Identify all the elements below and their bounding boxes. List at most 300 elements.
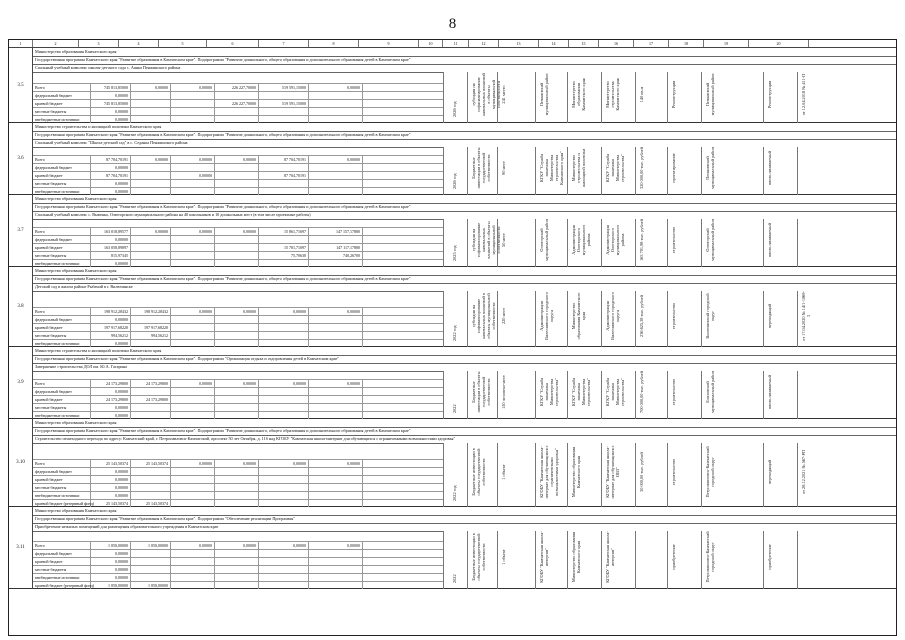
financing-row xyxy=(33,499,443,507)
financing-source: Всего xyxy=(33,308,91,315)
financing-amount xyxy=(309,550,363,557)
financing-source: внебюджетные источники xyxy=(33,116,91,123)
attribute-text: Реконструкция xyxy=(767,80,772,109)
attribute-text: субсидия на софинансирование капитальных вложений в объекты муниципальной собственности xyxy=(471,73,501,116)
attribute-text: строительство xyxy=(671,458,676,486)
block-header: Министерство образования Камчатского края xyxy=(33,48,896,57)
attribute-cell xyxy=(797,531,837,589)
financing-amount: 0,00000 xyxy=(215,308,259,315)
financing-amount: 519 591,15000 xyxy=(259,100,309,107)
financing-source: федеральный бюджет xyxy=(33,468,91,475)
financing-amount xyxy=(215,476,259,483)
attribute-text: 30 000,00 тыс. рублей xyxy=(639,452,644,492)
financing-source: местные бюджеты xyxy=(33,566,91,573)
attribute-cell xyxy=(567,147,601,195)
financing-amount xyxy=(259,574,309,581)
financing-row xyxy=(33,379,443,387)
financing-amount xyxy=(259,108,309,115)
financing-source: местные бюджеты xyxy=(33,108,91,115)
financing-amount: 25 143,50374 xyxy=(91,460,131,467)
attribute-cell xyxy=(467,531,497,589)
financing-amount: 24 173,29800 xyxy=(131,396,171,403)
financing-amount xyxy=(259,388,309,395)
attribute-cell xyxy=(467,72,501,123)
column-number: 13 xyxy=(499,40,539,47)
financing-row xyxy=(33,557,443,565)
attribute-text: Министерство строительства и жилищной политики xyxy=(571,148,586,188)
attribute-text: Реконструкция xyxy=(671,80,676,109)
financing-amount: 0,00000 xyxy=(91,550,131,557)
financing-amount xyxy=(215,244,259,251)
financing-amount: 0,00000 xyxy=(259,460,309,467)
attribute-text: 700 000,00 тыс. рублей xyxy=(639,371,644,413)
financing-source: внебюджетные источники xyxy=(33,188,91,195)
financing-amount xyxy=(309,172,363,179)
column-number: 6 xyxy=(207,40,259,47)
attribute-text: Олюторский муниципальный район xyxy=(705,219,715,261)
column-number: 3 xyxy=(79,40,119,47)
financing-amount xyxy=(215,116,259,123)
financing-amount xyxy=(259,492,309,499)
attribute-text: 1 объект xyxy=(501,549,506,565)
row-index: 3.7 xyxy=(9,195,33,267)
attribute-cell xyxy=(667,443,701,507)
attribute-cell xyxy=(635,72,667,123)
column-number: 20 xyxy=(749,40,809,47)
attribute-cell xyxy=(535,443,567,507)
attribute-text: КГКУ "Служба заказчика Министерства строительства" xyxy=(605,377,625,407)
financing-amount xyxy=(259,316,309,323)
financing-row xyxy=(33,581,443,589)
attribute-text: Пенжинский муниципальный район xyxy=(705,73,715,116)
financing-row xyxy=(33,475,443,483)
financing-amount: 740,26700 xyxy=(309,252,363,259)
financing-amount: 994,56212 xyxy=(91,332,131,339)
financing-amount xyxy=(171,476,215,483)
attribute-text: Пенжинский муниципальный район xyxy=(705,147,715,189)
financing-amount xyxy=(171,116,215,123)
financing-amount xyxy=(215,108,259,115)
financing-amount xyxy=(215,550,259,557)
financing-amount xyxy=(171,260,215,267)
attribute-text: 236 625,38 тыс. рублей xyxy=(639,295,644,337)
financing-amount xyxy=(215,236,259,243)
financing-amount xyxy=(171,396,215,403)
financing-amount: 0,00000 xyxy=(259,542,309,549)
column-number: 18 xyxy=(669,40,704,47)
attribute-cell xyxy=(601,371,635,419)
financing-amount: 0,00000 xyxy=(131,156,171,163)
financing-amount xyxy=(171,468,215,475)
attribute-text: КГОБУ "Камчатская школа-интернат для обучающихся с ОВЗ" xyxy=(605,445,620,499)
attribute-cell xyxy=(497,291,535,347)
attribute-text: субсидия на софинансирование капитальных вложений в объекты муниципальной собственности xyxy=(471,221,501,259)
financing-row xyxy=(33,491,443,499)
attribute-cell xyxy=(497,72,535,123)
attribute-cell xyxy=(601,72,635,123)
financing-amount xyxy=(309,412,363,419)
financing-amount xyxy=(215,582,259,589)
attribute-text: КГОБУ "Камчатская школа-интернат для обучающихся с ограниченными возможностями здоровья" xyxy=(539,445,559,499)
attribute-text: КГКУ "Служба заказчика Министерства строительства" xyxy=(539,377,559,407)
financing-amount xyxy=(259,260,309,267)
financing-source: федеральный бюджет xyxy=(33,92,91,99)
attribute-text: Министерство образования Камчатского края xyxy=(571,446,581,498)
financing-amount: 745 813,85000 xyxy=(91,100,131,107)
financing-row xyxy=(33,467,443,475)
financing-source: краевой бюджет xyxy=(33,172,91,179)
attribute-text: от 12.04.2018 № 411-П xyxy=(801,73,806,116)
attribute-cell xyxy=(635,371,667,419)
financing-amount xyxy=(131,188,171,195)
financing-amount: 0,00000 xyxy=(215,380,259,387)
financing-amount xyxy=(171,558,215,565)
financing-amount xyxy=(215,388,259,395)
financing-source: краевой бюджет (резервный фонд) xyxy=(35,501,95,506)
financing-amount xyxy=(259,236,309,243)
financing-amount xyxy=(259,500,309,507)
block-program: Государственная программа Камчатского края "Развитие образования в Камчатском крае". Подпрограмма "Развитие дошкольного, общего образования и дополнительного образования детей в Камчатском крае" xyxy=(33,56,896,65)
block-header: Министерство образования Камчатского края xyxy=(33,267,896,276)
attribute-text: строительство xyxy=(671,378,676,406)
financing-source: краевой бюджет (резервный фонд) xyxy=(35,583,95,588)
financing-row xyxy=(33,115,443,123)
financing-amount xyxy=(215,566,259,573)
column-number: 17 xyxy=(634,40,669,47)
financing-amount xyxy=(171,100,215,107)
implementation-years xyxy=(443,531,467,589)
financing-amount: 0,00000 xyxy=(91,574,131,581)
financing-amount xyxy=(259,396,309,403)
attribute-text: от 17.04.2020 № 14/1-1069-3 xyxy=(801,291,811,341)
financing-amount: 147 157,17880 xyxy=(309,228,363,235)
financing-amount xyxy=(259,340,309,347)
financing-amount xyxy=(309,582,363,589)
attribute-cell xyxy=(763,443,797,507)
financing-amount: 519 591,15000 xyxy=(259,84,309,91)
financing-row xyxy=(33,243,443,251)
attribute-text: 241 место xyxy=(501,85,506,104)
financing-amount: 745 813,85000 xyxy=(91,84,131,91)
financing-row xyxy=(33,163,443,171)
financing-source: Всего xyxy=(33,84,91,91)
financing-amount xyxy=(309,388,363,395)
financing-amount xyxy=(171,244,215,251)
financing-amount xyxy=(215,484,259,491)
financing-row xyxy=(33,187,443,195)
financing-amount: 0,00000 xyxy=(91,388,131,395)
financing-amount xyxy=(309,188,363,195)
attribute-text: строительство xyxy=(671,226,676,254)
attribute-text: КГКУ "Служба заказчика Министерства строительства" xyxy=(571,377,591,407)
financing-amount: 0,00000 xyxy=(91,476,131,483)
attribute-text: Администрация Олюторского муниципального района xyxy=(605,224,625,256)
financing-amount xyxy=(131,108,171,115)
financing-amount: 0,00000 xyxy=(259,308,309,315)
financing-source: краевой бюджет xyxy=(33,396,91,403)
attribute-text: КГОБУ "Камчатская школа-интернат" xyxy=(605,531,615,583)
financing-amount: 0,00000 xyxy=(259,380,309,387)
financing-row xyxy=(33,155,443,163)
financing-amount: 197 917,68220 xyxy=(91,324,131,331)
financing-amount: 0,00000 xyxy=(91,164,131,171)
attribute-cell xyxy=(701,443,763,507)
block-program: Государственная программа Камчатского края "Развитие образования в Камчатском крае". Подпрограмма "Организация отдыха и оздоровления детей в Камчатском крае" xyxy=(33,355,896,364)
financing-amount: 75,70630 xyxy=(259,252,309,259)
financing-amount xyxy=(171,332,215,339)
attribute-text: субсидия на софинансирование капитальных вложений в объекты муниципальной собственности xyxy=(471,293,496,339)
financing-amount xyxy=(259,566,309,573)
financing-source: федеральный бюджет xyxy=(33,164,91,171)
investment-block xyxy=(9,267,896,347)
attribute-text: 90 мест xyxy=(501,161,506,175)
financing-amount xyxy=(259,164,309,171)
financing-row xyxy=(33,395,443,403)
financing-row xyxy=(33,565,443,573)
financing-amount: 0,00000 xyxy=(171,84,215,91)
financing-amount: 226 227,70000 xyxy=(215,100,259,107)
financing-amount: 163 058,89897 xyxy=(91,244,131,251)
financing-amount xyxy=(259,476,309,483)
financing-amount xyxy=(309,404,363,411)
financing-source: внебюджетные источники xyxy=(33,412,91,419)
attribute-cell xyxy=(701,291,763,347)
column-number: 12 xyxy=(469,40,499,47)
attribute-cell xyxy=(701,147,763,195)
financing-amount xyxy=(215,574,259,581)
attribute-cell xyxy=(601,531,635,589)
financing-amount: 815,97345 xyxy=(91,252,131,259)
attribute-cell xyxy=(701,371,763,419)
attribute-text xyxy=(801,147,845,189)
attribute-text xyxy=(801,219,845,261)
financing-amount: 0,00000 xyxy=(91,180,131,187)
financing-amount xyxy=(131,468,171,475)
financing-amount xyxy=(171,412,215,419)
attribute-text: Администрация Олюторского муниципального района xyxy=(571,224,591,256)
financing-amount xyxy=(131,412,171,419)
attribute-cell xyxy=(535,147,567,195)
block-object: Завершение строительства ДОЛ им. Ю.А. Гагарина xyxy=(33,363,443,372)
financing-amount xyxy=(309,164,363,171)
financing-row xyxy=(33,91,443,99)
financing-amount xyxy=(259,92,309,99)
financing-amount xyxy=(309,108,363,115)
attribute-cell xyxy=(567,443,601,507)
attribute-text: Бюджетные инвестиции в объекты государственной собственности xyxy=(471,448,486,496)
financing-amount xyxy=(131,100,171,107)
financing-amount xyxy=(131,404,171,411)
column-number: 7 xyxy=(259,40,309,47)
attribute-text: Администрация Вилючинского городского округа xyxy=(539,292,554,340)
financing-amount xyxy=(171,92,215,99)
page-number: 8 xyxy=(448,16,457,32)
attribute-text: 140 кв.м xyxy=(639,86,644,103)
attribute-text: переходящий xyxy=(767,303,772,329)
financing-amount: 0,00000 xyxy=(171,380,215,387)
financing-amount xyxy=(171,340,215,347)
financing-amount xyxy=(259,324,309,331)
financing-amount xyxy=(309,316,363,323)
financing-amount xyxy=(215,492,259,499)
financing-source: федеральный бюджет xyxy=(33,236,91,243)
block-object: Спальный учебный комплекс с. Вывенка, Олюторского муниципального района на 40 школьников и 10 дошкольных мест (в том числе проектные работы) xyxy=(33,211,443,220)
attribute-text: КГОБУ "Камчатская школа-интернат" xyxy=(539,531,549,583)
financing-amount xyxy=(171,484,215,491)
attribute-text xyxy=(801,371,845,413)
column-number: 9 xyxy=(359,40,419,47)
column-number: 2 xyxy=(33,40,79,47)
financing-row xyxy=(33,573,443,581)
financing-amount xyxy=(131,574,171,581)
attribute-cell xyxy=(667,219,701,267)
financing-amount xyxy=(309,492,363,499)
financing-source: внебюджетные источники xyxy=(33,492,91,499)
financing-amount: 197 917,68220 xyxy=(131,324,171,331)
financing-amount xyxy=(309,100,363,107)
financing-amount xyxy=(215,164,259,171)
financing-source: федеральный бюджет xyxy=(33,550,91,557)
financing-amount xyxy=(309,396,363,403)
row-index: 3.5 xyxy=(9,48,33,123)
attribute-cell xyxy=(797,371,837,419)
attribute-text: от 28.12.2021 № 567-РП xyxy=(801,450,806,494)
investment-block xyxy=(9,419,896,507)
financing-amount xyxy=(171,574,215,581)
financing-amount xyxy=(309,500,363,507)
financing-amount: 0,00000 xyxy=(309,156,363,163)
attribute-text: приобретение xyxy=(767,544,772,570)
implementation-years xyxy=(443,72,467,123)
financing-amount xyxy=(309,180,363,187)
financing-amount xyxy=(215,92,259,99)
financing-amount: 0,00000 xyxy=(309,84,363,91)
financing-amount xyxy=(309,340,363,347)
financing-amount xyxy=(171,316,215,323)
row-index: 3.10 xyxy=(9,419,33,507)
attribute-text: Министерство образования Камчатского края xyxy=(571,292,586,340)
financing-source: местные бюджеты xyxy=(33,484,91,491)
attribute-cell xyxy=(763,291,797,347)
financing-amount: 0,00000 xyxy=(131,84,171,91)
column-number: 15 xyxy=(569,40,599,47)
financing-amount xyxy=(131,492,171,499)
financing-amount: 226 227,70000 xyxy=(215,84,259,91)
investment-block xyxy=(9,195,896,267)
financing-amount: 0,00000 xyxy=(91,484,131,491)
attribute-cell xyxy=(763,531,797,589)
attribute-text: 150 человеко-мест xyxy=(501,375,506,409)
row-index: 3.9 xyxy=(9,347,33,419)
financing-row xyxy=(33,403,443,411)
block-header: Министерство образования Камчатского края xyxy=(33,419,896,428)
investment-block xyxy=(9,123,896,195)
financing-amount xyxy=(131,566,171,573)
attribute-text: 163 791,98 тыс. рублей xyxy=(639,219,644,261)
financing-source: Всего xyxy=(33,228,91,235)
financing-row xyxy=(33,323,443,331)
financing-source: Всего xyxy=(33,156,91,163)
attribute-cell xyxy=(667,531,701,589)
financing-amount: 0,00000 xyxy=(309,380,363,387)
financing-amount xyxy=(171,164,215,171)
financing-amount: 1 050,00000 xyxy=(91,542,131,549)
attribute-cell xyxy=(667,147,701,195)
financing-amount: 0,00000 xyxy=(171,308,215,315)
financing-row xyxy=(33,171,443,179)
row-index: 3.6 xyxy=(9,123,33,195)
financing-row xyxy=(33,107,443,115)
financing-amount: 0,00000 xyxy=(91,116,131,123)
financing-amount: 25 143,50374 xyxy=(131,500,171,507)
financing-amount: 163 018,89577 xyxy=(91,228,131,235)
attribute-text: вновь начинаемый xyxy=(767,374,772,410)
financing-amount xyxy=(259,484,309,491)
financing-amount: 0,00000 xyxy=(91,492,131,499)
attribute-cell xyxy=(601,147,635,195)
attribute-text: 220 мест xyxy=(501,307,506,325)
financing-row xyxy=(33,459,443,467)
financing-amount xyxy=(131,476,171,483)
attribute-cell xyxy=(763,147,797,195)
financing-amount: 24 173,29800 xyxy=(131,380,171,387)
block-program: Государственная программа Камчатского края "Развитие образования в Камчатском крае". Подпрограмма "Развитие дошкольного, общего образования и дополнительного образования детей в Камчатском крае" xyxy=(33,275,896,284)
financing-amount: 15 861,71697 xyxy=(259,228,309,235)
block-object: Спальный учебный комплекс школы-детского сада с. Аянка Пенжинского района xyxy=(33,64,443,73)
attribute-text: вновь начинаемый xyxy=(767,222,772,258)
attribute-cell xyxy=(497,147,535,195)
financing-amount: 0,00000 xyxy=(91,316,131,323)
financing-amount: 0,00000 xyxy=(171,542,215,549)
attribute-text: Бюджетные инвестиции в объекты государственной собственности xyxy=(471,147,491,189)
financing-amount xyxy=(215,316,259,323)
financing-row xyxy=(33,541,443,549)
attribute-cell xyxy=(567,371,601,419)
attribute-cell xyxy=(797,147,837,195)
financing-amount: 0,00000 xyxy=(91,92,131,99)
years-text: 2022 год xyxy=(452,485,457,501)
block-object: Строительство пешеходного перехода по адресу: Камчатский край, г. Петропавловск-Камчатский, проспект 50 лет Октября, д. 11б над КГОБУ "Камчатская школа-интернат для обучающихся с ограниченными возможностями здоровья" xyxy=(33,435,443,444)
block-program: Государственная программа Камчатского края "Развитие образования в Камчатском крае". Подпрограмма "Развитие дошкольного, общего образования и дополнительного образования детей в Камчатском крае" xyxy=(33,131,896,140)
financing-amount: 0,00000 xyxy=(91,188,131,195)
financing-amount xyxy=(171,236,215,243)
financing-amount xyxy=(215,404,259,411)
attribute-cell xyxy=(535,531,567,589)
financing-source: местные бюджеты xyxy=(33,252,91,259)
financing-amount: 994,56212 xyxy=(131,332,171,339)
attribute-text: проектирование xyxy=(671,153,676,183)
attribute-cell xyxy=(567,531,601,589)
financing-source: краевой бюджет xyxy=(33,324,91,331)
attribute-cell xyxy=(567,291,601,347)
financing-amount xyxy=(131,388,171,395)
financing-amount xyxy=(171,388,215,395)
financing-amount xyxy=(131,92,171,99)
investment-block xyxy=(9,347,896,419)
attribute-cell xyxy=(763,219,797,267)
attribute-cell xyxy=(535,72,567,123)
financing-amount xyxy=(309,566,363,573)
financing-amount xyxy=(309,92,363,99)
attribute-cell xyxy=(667,72,701,123)
years-text: 2026 год xyxy=(452,173,457,189)
block-object: Приобретение нежилых помещений для размещения образовательного учреждения в Камчатском крае xyxy=(33,523,443,532)
financing-amount: 87 704,70191 xyxy=(259,172,309,179)
implementation-years xyxy=(443,219,467,267)
attribute-cell xyxy=(797,291,837,347)
financing-amount xyxy=(131,244,171,251)
financing-amount xyxy=(171,550,215,557)
